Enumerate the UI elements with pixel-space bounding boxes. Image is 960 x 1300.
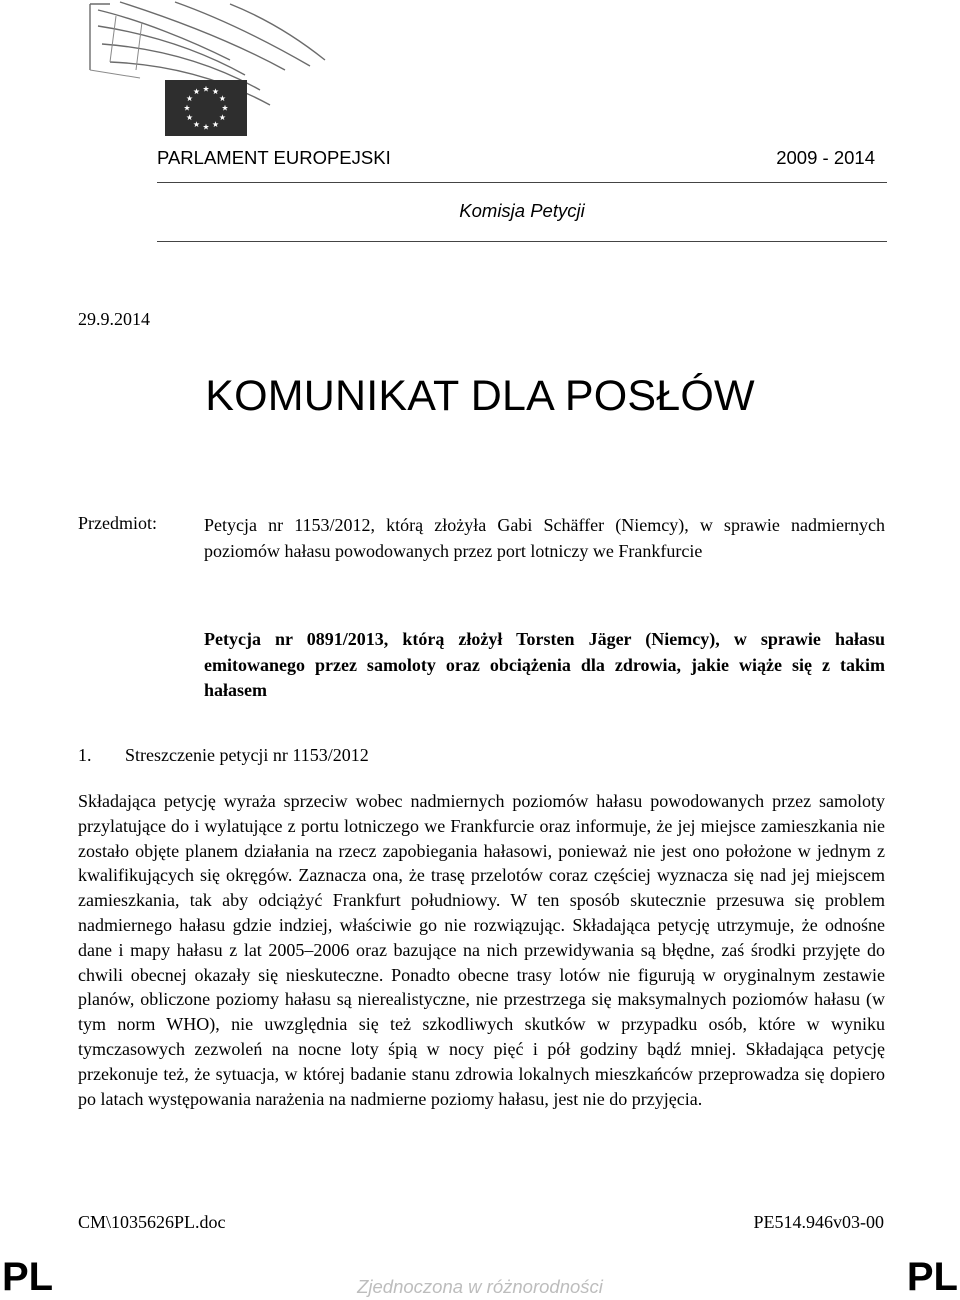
header-divider [157,182,887,183]
document-date: 29.9.2014 [78,309,150,329]
section-number: 1. [78,745,92,765]
committee-name: Komisja Petycji [459,200,585,221]
language-code-right: PL [906,1255,958,1299]
section-heading [78,745,369,766]
eu-motto: Zjednoczona w różnorodności [357,1276,603,1297]
section-body: Składająca petycję wyraża sprzeciw wobec nadmiernych poziomów hałasu powodowanych przez samoloty przylatujące do i wylatujące z portu lotniczego we Frankfurcie oraz informuje, że jej miejsce zamieszkania nie zostało objęte planem działania na rzecz zapobiegania hałasowi, ponieważ nie jest ono położone w jednym z kwalifikujących się okręgów. Zaznacza ona, że trasę przelotów coraz częściej wyznacza się nad jej miejscem zamieszkania, tak aby odciążyć Frankfurt południowy. W ten sposób skutecznie przesuwa się problem nadmiernego hałasu gdzie indziej, właściwie go nie rozwiązując. Składająca petycję utrzymuje, że odnośne dane i mapy hałasu z lat 2005–2006 oraz bazujące na nich przewidywania są błędne, zaś środki przyjęte do chwili obecnej okazały się nieskuteczne. Ponadto obecne trasy lotów nie figurują w oryginalnym zestawie planów, obliczone poziomy hałasu są nierealistyczne, nie przestrzega się maksymalnych poziomów hałasu (w tym norm WHO), nie uwzględnia się też szkodliwych skutków w przypadku osób, które w wyniku tymczasowych zezwoleń na nocne loty śpią w nocy pięć i pół godziny bądź mniej. Składająca petycję przekonuje też, że sytuacja, w której badanie stanu zdrowia lokalnych mieszkańców przeprowadza się dopiero po latach występowania narażenia na nadmierne poziomy hałasu, jest nie do przyjęcia. [78,791,885,1109]
language-code-left: PL [2,1255,54,1299]
parliamentary-term: 2009 - 2014 [776,147,875,168]
subject-petition-2: Petycja nr 0891/2013, którą złożył Torsten Jäger (Niemcy), w sprawie hałasu emitowanego przez samoloty oraz obciążenia dla zdrowia, jakie wiąże się z takim hałasem [204,629,885,700]
header [157,147,887,175]
committee-divider [157,241,887,242]
european-parliament-logo-icon [80,0,340,140]
subject-label: Przedmiot: [78,513,157,533]
document-title: KOMUNIKAT DLA POSŁÓW [205,372,755,420]
document-reference: CM\1035626PL.doc [78,1212,226,1232]
subject-petition-1: Petycja nr 1153/2012, którą złożyła Gabi Schäffer (Niemcy), w sprawie nadmiernych poziomów hałasu powodowanych przez port lotniczy we Frankfurcie [204,515,885,561]
section-title: Streszczenie petycji nr 1153/2012 [125,745,369,765]
institution-name: PARLAMENT EUROPEJSKI [157,147,391,168]
pe-reference: PE514.946v03-00 [753,1212,884,1232]
